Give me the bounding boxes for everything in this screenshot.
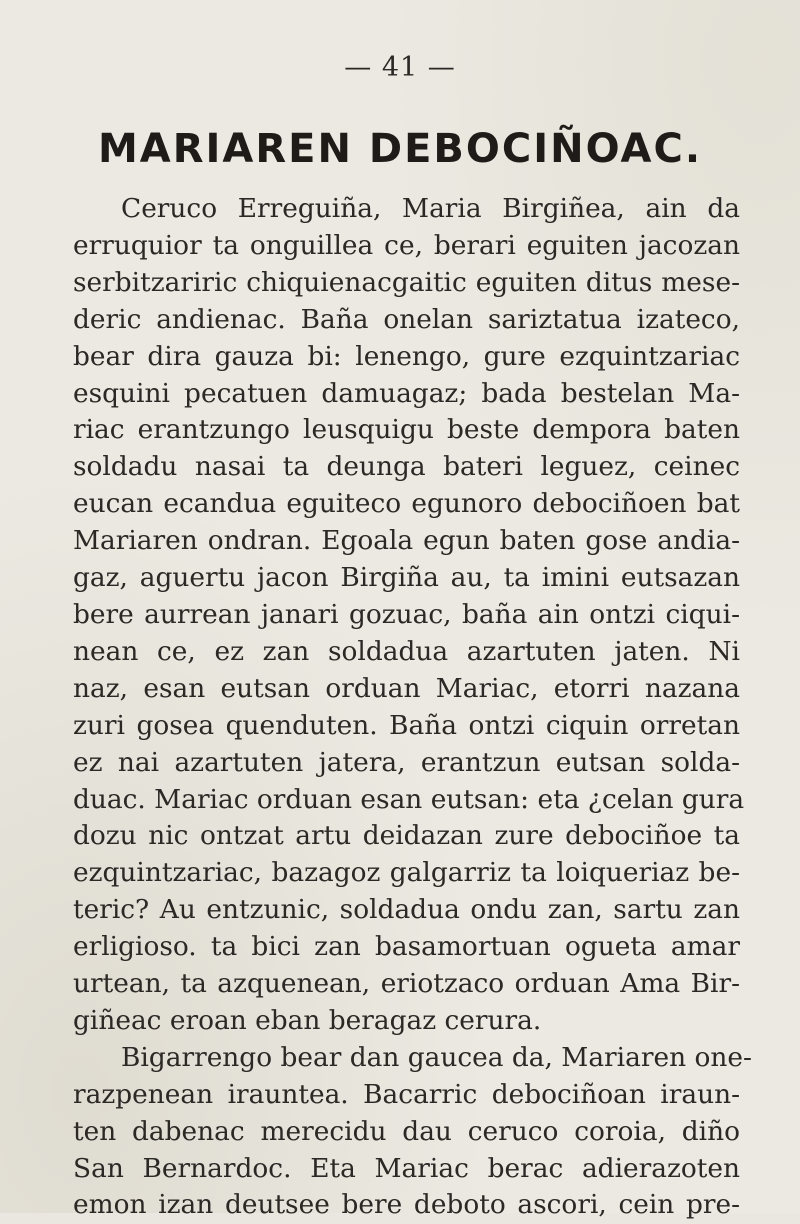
text-line: giñeac eroan eban beragaz cerura. [73,1004,542,1036]
text-line: naz, esan eutsan orduan Mariac, etorri nazana [73,672,740,704]
text-line: nean ce, ez zan soldadua azartuten jaten. Ni [73,635,740,667]
text-line: dozu nic ontzat artu deidazan zure debociñoe ta [73,820,740,852]
text-line: erruquior ta onguillea ce, berari eguiten jacozan [73,229,740,261]
text-line: teric? Au entzunic, soldadua ondu zan, sartu zan [73,894,740,926]
text-line: Mariaren ondran. Egoala egun baten gose andia- [73,525,740,557]
body-text [73,191,752,1224]
text-line: eucan ecandua eguiteco egunoro debociñoen bat [73,488,740,520]
text-line: urtean, ta azquenean, eriotzaco orduan Ama Bir- [73,968,740,1000]
text-line: bere aurrean janari gozuac, baña ain ontzi ciqui- [73,598,740,630]
text-line: ten dabenac merecidu dau ceruco coroia, diño [73,1115,740,1147]
text-line: esquini pecatuen damuagaz; bada bestelan Ma- [73,377,740,409]
text-line: Ceruco Erreguiña, Maria Birgiñea, ain da [121,193,740,224]
text-line: gaz, aguertu jacon Birgiña au, ta imini eutsazan [73,562,740,594]
text-line: Bigarrengo bear dan gaucea da, Mariaren one- [121,1041,752,1073]
chapter-title: MARIAREN DEBOCIÑOAC. [97,126,703,172]
text-line: erligioso. ta bici zan basamortuan ogueta amar [73,931,740,963]
text-line: deric andienac. Baña onelan sariztatua izateco, [73,303,740,335]
text-line: serbitzariric chiquienacgaitic eguiten ditus mese- [73,266,740,298]
page-number: — 41 — [344,52,456,83]
text-line: duac. Mariac orduan esan eutsan: eta ¿celan gura [73,783,745,815]
text-line: zuri gosea quenduten. Baña ontzi ciquin orretan [73,709,740,741]
text-line: ez nai azartuten jatera, erantzun eutsan solda- [73,746,740,778]
text-line: San Bernardoc. Eta Mariac berac adierazoten [73,1152,740,1184]
text-line: razpenean irauntea. Bacarric debociñoan iraun- [73,1078,740,1110]
text-line: bear dira gauza bi: lenengo, gure ezquintzariac [73,340,740,372]
text-line: ezquintzariac, bazagoz galgarriz ta loiqueriaz be- [73,857,740,889]
text-line: soldadu nasai ta deunga bateri leguez, ceinec [73,451,740,483]
text-line: riac erantzungo leusquigu beste dempora baten [73,414,740,446]
text-line: emon izan deutsee bere deboto ascori, cein pre- [73,1189,740,1221]
